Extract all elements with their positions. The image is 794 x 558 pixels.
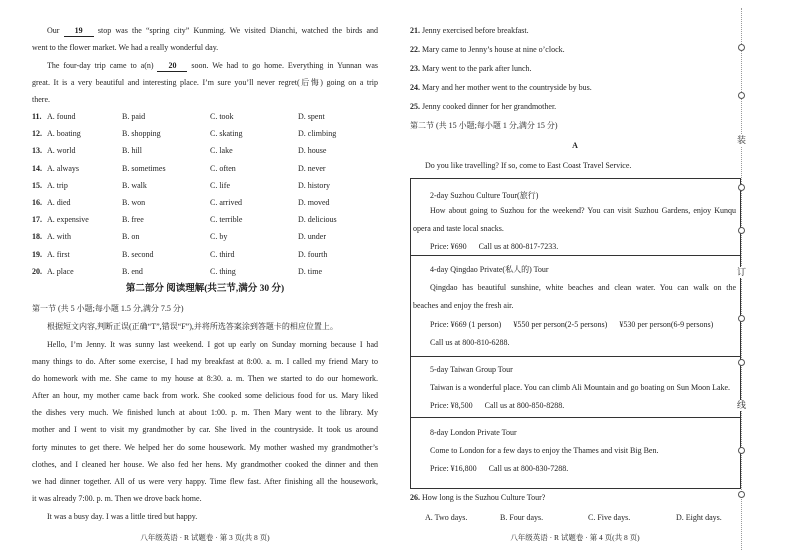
option-row — [0, 163, 400, 174]
tour-phone: Call us at 800-817-7233. — [478, 242, 559, 251]
option-a: A. with — [47, 232, 71, 241]
passage-line: clothes, and I cleaned her house. We also fed her hens. My grandmother cooked the dinner and then — [32, 460, 378, 469]
tour-divider — [410, 255, 740, 256]
option-d: D. never — [298, 164, 326, 173]
binding-hole-icon — [738, 184, 745, 191]
passage-intro: Do you like travelling? If so, come to East Coast Travel Service. — [425, 161, 632, 170]
option-row — [0, 214, 400, 225]
part-heading: 第二部分 阅读理解(共三节,满分 30 分) — [125, 284, 285, 294]
tour-phone: Call us at 800-850-8288. — [484, 401, 565, 410]
tour-description: beaches and enjoy the fresh air. — [413, 301, 514, 310]
passage-line: forty minutes to get there. We helped her do some housework. My mother washed my grandmother’s — [32, 443, 378, 452]
tour-description: Qingdao has beautiful sunshine, white beaches and clean water. You can walk on the — [430, 283, 736, 292]
tour-description: Come to London for a few days to enjoy the Thames and visit Big Ben. — [430, 446, 659, 455]
option-c: C. third — [210, 250, 235, 259]
tour-divider — [410, 356, 740, 357]
passage-line: do homework with me. She came to my house at 8:30. a. m. Then we started to do our homework. — [32, 374, 378, 383]
question-number: 24. — [410, 83, 420, 92]
tour-phone: Call us at 800-810-6288. — [430, 338, 510, 347]
binding-char: 装 — [736, 135, 746, 145]
option-b: B. end — [122, 267, 143, 276]
passage-line: we had dinner together. All of us were very happy. Time flew fast. After finishing all the housework, — [32, 477, 378, 486]
binding-hole-icon — [738, 92, 745, 99]
cloze-line: there. — [32, 95, 50, 104]
cloze-line: great. It is a very beautiful and interesting place. I’m sure you’ll never regret(后悔) going on a trip — [32, 78, 378, 87]
option-c: C. Five days. — [588, 513, 631, 522]
option-a: A. Two days. — [425, 513, 468, 522]
question-number: 14. — [32, 164, 42, 173]
option-d: D. house — [298, 146, 327, 155]
tour-price: Price: ¥8,500 — [430, 401, 473, 410]
passage-label: A — [572, 141, 578, 150]
tour-price-line — [430, 400, 564, 411]
option-row — [0, 249, 400, 260]
tour-price-line — [430, 463, 568, 474]
tour-phone: Call us at 800-830-7288. — [488, 464, 569, 473]
binding-hole-icon — [738, 44, 745, 51]
tf-question — [410, 82, 592, 93]
option-a: A. first — [47, 250, 70, 259]
tour-price-line — [430, 241, 558, 252]
question-number: 17. — [32, 215, 42, 224]
tour-price: Price: ¥16,800 — [430, 464, 477, 473]
option-c: C. life — [210, 181, 230, 190]
tour-title: 8-day London Private Tour — [430, 428, 517, 437]
tour-price-group: ¥530 per person(6-9 persons) — [619, 320, 714, 329]
tf-question — [410, 63, 532, 74]
question-text: Jenny exercised before breakfast. — [422, 26, 529, 35]
tour-description: Taiwan is a wonderful place. You can climb Ali Mountain and go boating on Sun Moon Lake. — [430, 383, 731, 392]
tour-description: How about going to Suzhou for the weekend? You can visit Suzhou Gardens, enjoy Kunqu — [430, 206, 736, 215]
cloze-text: The four-day trip came to a(n) — [47, 61, 154, 70]
question-number: 19. — [32, 250, 42, 259]
question-number: 16. — [32, 198, 42, 207]
question-number: 25. — [410, 102, 420, 111]
passage-line: the dishes very much. We finished lunch at about 1:00. p. m. Then Mary went to the library. My — [32, 408, 378, 417]
option-b: B. on — [122, 232, 140, 241]
option-c: C. lake — [210, 146, 233, 155]
option-b: B. free — [122, 215, 144, 224]
question-number: 11. — [32, 112, 42, 121]
option-b: B. won — [122, 198, 146, 207]
cloze-text: soon. We had to go home. Everything in Yunnan was — [191, 61, 378, 70]
option-a: A. boating — [47, 129, 81, 138]
tf-question — [410, 44, 565, 55]
binding-line — [741, 8, 742, 550]
binding-hole-icon — [738, 491, 745, 498]
question-text: Mary went to the park after lunch. — [422, 64, 532, 73]
mc-question — [410, 492, 545, 503]
option-b: B. Four days. — [500, 513, 544, 522]
tour-price-group: ¥550 per person(2-5 persons) — [513, 320, 608, 329]
page-footer: 八年级英语 · R 试题卷 · 第 3 页(共 8 页) — [140, 533, 270, 542]
tour-divider — [410, 417, 740, 418]
option-d: D. time — [298, 267, 322, 276]
question-number: 20. — [32, 267, 42, 276]
question-number: 15. — [32, 181, 42, 190]
option-d: D. fourth — [298, 250, 328, 259]
option-d: D. under — [298, 232, 326, 241]
option-b: B. walk — [122, 181, 147, 190]
passage-line: After an hour, my mother came back from work. She cooked some delicious food for us. Mary liked — [32, 391, 378, 400]
option-c: C. arrived — [210, 198, 242, 207]
option-a: A. died — [47, 198, 71, 207]
tour-price-line — [430, 319, 713, 330]
tf-question — [410, 25, 529, 36]
tour-title: 2-day Suzhou Culture Tour(旅行) — [430, 191, 539, 200]
passage-line: It was a busy day. I was a little tired but happy. — [47, 512, 198, 521]
option-d: D. delicious — [298, 215, 337, 224]
option-row — [0, 231, 400, 242]
option-b: B. hill — [122, 146, 143, 155]
binding-hole-icon — [738, 315, 745, 322]
option-row — [0, 128, 400, 139]
option-d: D. Eight days. — [676, 513, 722, 522]
section-heading: 第二节 (共 15 小题;每小题 1 分,满分 15 分) — [410, 121, 558, 130]
option-a: A. trip — [47, 181, 68, 190]
question-number: 26. — [410, 493, 420, 502]
page-footer: 八年级英语 · R 试题卷 · 第 4 页(共 8 页) — [510, 533, 640, 542]
question-number: 12. — [32, 129, 42, 138]
option-a: A. always — [47, 164, 79, 173]
option-c: C. terrible — [210, 215, 243, 224]
cloze-text: Our — [47, 26, 60, 35]
option-row — [0, 266, 400, 277]
option-a: A. world — [47, 146, 76, 155]
question-number: 22. — [410, 45, 420, 54]
option-b: B. shopping — [122, 129, 161, 138]
question-text: Mary and her mother went to the countryside by bus. — [422, 83, 592, 92]
question-text: How long is the Suzhou Culture Tour? — [422, 493, 546, 502]
question-text: Jenny cooked dinner for her grandmother. — [422, 102, 557, 111]
option-row — [0, 197, 400, 208]
question-number: 13. — [32, 146, 42, 155]
cloze-line: went to the flower market. We had a really wonderful day. — [32, 43, 219, 52]
option-b: B. sometimes — [122, 164, 166, 173]
tour-price: Price: ¥669 (1 person) — [430, 320, 502, 329]
binding-char: 订 — [736, 267, 746, 277]
question-number: 21. — [410, 26, 420, 35]
option-d: D. history — [298, 181, 330, 190]
cloze-blank-19: 19 — [64, 26, 94, 37]
binding-hole-icon — [738, 447, 745, 454]
option-c: C. often — [210, 164, 236, 173]
cloze-text: stop was the “spring city” Kunming. We visited Dianchi, watched the birds and — [97, 26, 379, 35]
option-c: C. took — [210, 112, 234, 121]
binding-char: 线 — [736, 400, 746, 410]
question-number: 23. — [410, 64, 420, 73]
option-d: D. moved — [298, 198, 330, 207]
option-row — [0, 180, 400, 191]
passage-line: it was already 7:00. p. m. Then we drove back home. — [32, 494, 202, 503]
tour-title: 5-day Taiwan Group Tour — [430, 365, 513, 374]
option-d: D. climbing — [298, 129, 337, 138]
passage-line: Hello, I’m Jenny. It was sunny last weekend. I got up early on Sunday morning because I had — [47, 340, 378, 349]
cloze-line — [47, 60, 378, 71]
instruction: 根据短文内容,判断正误(正确“T”,错误“F”),并将所选答案涂到答题卡的相应位置上。 — [47, 322, 338, 331]
option-b: B. paid — [122, 112, 146, 121]
option-d: D. spent — [298, 112, 325, 121]
passage-line: many things to do. After some exercise, I had my breakfast at 8:00. a. m. I called my friend Mary to — [32, 357, 378, 366]
option-row — [0, 145, 400, 156]
option-c: C. by — [210, 232, 228, 241]
binding-hole-icon — [738, 227, 745, 234]
question-number: 18. — [32, 232, 42, 241]
passage-line: mother and I went to visit my grandmother by car. She lived in the countryside. It took us around — [32, 425, 378, 434]
cloze-blank-20: 20 — [157, 61, 187, 72]
option-a: A. found — [47, 112, 76, 121]
binding-hole-icon — [738, 359, 745, 366]
tour-description: opera and taste local snacks. — [413, 224, 504, 233]
option-row — [0, 111, 400, 122]
tf-question — [410, 101, 556, 112]
option-c: C. skating — [210, 129, 243, 138]
question-text: Mary came to Jenny’s house at nine o’clock. — [422, 45, 565, 54]
cloze-line — [47, 25, 378, 36]
option-a: A. place — [47, 267, 74, 276]
option-c: C. thing — [210, 267, 236, 276]
option-a: A. expensive — [47, 215, 89, 224]
tour-title: 4-day Qingdao Private(私人的) Tour — [430, 265, 549, 274]
option-b: B. second — [122, 250, 154, 259]
tour-price: Price: ¥690 — [430, 242, 467, 251]
section-heading: 第一节 (共 5 小题;每小题 1.5 分,满分 7.5 分) — [32, 304, 184, 313]
